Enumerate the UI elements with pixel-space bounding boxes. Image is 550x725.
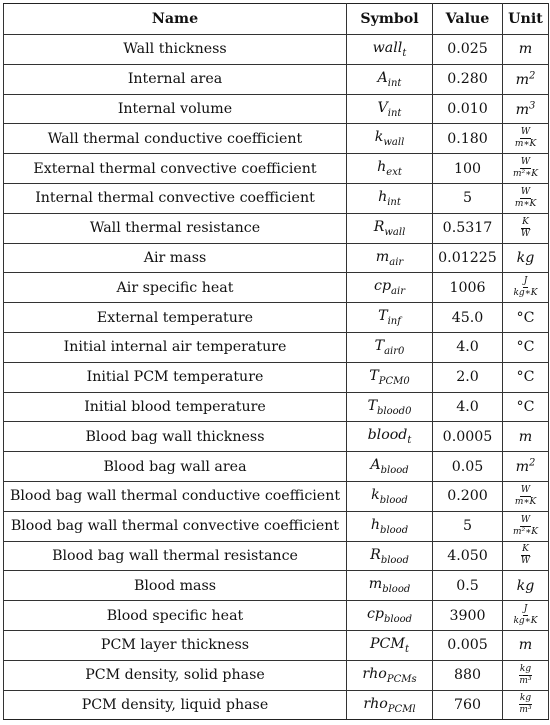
parameter-unit xyxy=(503,660,549,690)
symbol-subscript: t xyxy=(407,435,412,447)
symbol-text xyxy=(374,337,405,357)
parameter-symbol xyxy=(347,660,433,690)
symbol-subscript: blood0 xyxy=(377,405,412,417)
unit-text: m xyxy=(518,428,533,445)
parameters-table-container xyxy=(3,3,549,720)
parameter-unit xyxy=(503,452,549,482)
table-row xyxy=(4,303,549,333)
symbol-base: T xyxy=(374,337,385,354)
parameter-value: 760 xyxy=(433,690,503,720)
unit-fraction xyxy=(521,218,530,239)
symbol-base: T xyxy=(369,367,379,384)
table-row xyxy=(4,392,549,422)
parameter-name: Internal area xyxy=(4,64,347,94)
unit-text: kg xyxy=(516,249,535,266)
parameter-value: 0.05 xyxy=(433,452,503,482)
unit-fraction xyxy=(513,277,537,298)
parameter-name: Wall thermal resistance xyxy=(4,213,347,243)
header-name: Name xyxy=(4,4,347,35)
header-unit: Unit xyxy=(503,4,549,35)
unit-text xyxy=(516,72,536,88)
parameter-value: 2.0 xyxy=(433,362,503,392)
parameter-name: Blood bag wall thermal resistance xyxy=(4,541,347,571)
symbol-text xyxy=(370,635,409,655)
symbol-text xyxy=(367,397,412,417)
unit-fraction xyxy=(513,605,537,626)
symbol-base: A xyxy=(370,457,381,474)
symbol-base: cp xyxy=(366,606,384,623)
parameter-symbol xyxy=(347,64,433,94)
unit-exponent: 2 xyxy=(529,70,536,82)
symbol-text xyxy=(368,576,411,596)
symbol-base: k xyxy=(371,486,380,503)
symbol-subscript: wall xyxy=(383,137,405,149)
parameter-value: 880 xyxy=(433,660,503,690)
symbol-text xyxy=(370,546,409,566)
table-row xyxy=(4,64,549,94)
symbol-base: PCM xyxy=(370,635,405,652)
unit-text: kg xyxy=(516,577,535,594)
parameter-name: Air mass xyxy=(4,243,347,273)
table-row xyxy=(4,273,549,303)
parameter-name: Blood specific heat xyxy=(4,601,347,631)
parameter-symbol xyxy=(347,273,433,303)
symbol-subscript: PCMl xyxy=(387,703,416,715)
symbol-subscript: blood xyxy=(380,554,409,566)
parameter-name: Blood bag wall thickness xyxy=(4,422,347,452)
symbol-base: k xyxy=(374,129,384,146)
parameter-unit xyxy=(503,481,549,511)
parameter-value: 0.180 xyxy=(433,124,503,154)
parameter-unit xyxy=(503,94,549,124)
symbol-text xyxy=(370,457,409,476)
symbol-subscript: air0 xyxy=(384,345,405,357)
unit-exponent: 2 xyxy=(529,457,536,469)
parameter-value: 100 xyxy=(433,154,503,184)
unit-text: °C xyxy=(516,309,535,326)
symbol-base: rho xyxy=(362,665,387,682)
symbol-subscript: blood xyxy=(380,464,409,476)
unit-numerator: kg xyxy=(519,693,532,704)
parameter-symbol xyxy=(347,243,433,273)
parameter-symbol xyxy=(347,601,433,631)
symbol-subscript: t xyxy=(402,47,407,59)
parameter-name: Wall thickness xyxy=(4,35,347,65)
header-symbol: Symbol xyxy=(347,4,433,35)
parameter-name: Air specific heat xyxy=(4,273,347,303)
parameter-symbol xyxy=(347,571,433,601)
table-header-row xyxy=(4,4,549,35)
symbol-base: A xyxy=(377,69,388,86)
parameter-symbol xyxy=(347,362,433,392)
symbol-text xyxy=(377,99,402,119)
symbol-text xyxy=(369,367,410,387)
unit-fraction xyxy=(515,486,536,507)
parameter-name: PCM density, solid phase xyxy=(4,660,347,690)
table-row xyxy=(4,35,549,65)
symbol-base: T xyxy=(378,308,388,325)
unit-fraction xyxy=(513,516,538,537)
table-row xyxy=(4,362,549,392)
unit-fraction xyxy=(519,694,532,715)
table-body xyxy=(4,35,549,720)
parameter-unit xyxy=(503,35,549,65)
parameter-unit xyxy=(503,64,549,94)
table-row xyxy=(4,422,549,452)
parameter-name: PCM layer thickness xyxy=(4,630,347,660)
parameter-symbol xyxy=(347,94,433,124)
parameter-symbol xyxy=(347,124,433,154)
table-row xyxy=(4,154,549,184)
symbol-subscript: PCM0 xyxy=(378,375,410,387)
unit-numerator: W xyxy=(520,186,531,197)
parameter-unit xyxy=(503,392,549,422)
parameter-name: Blood bag wall area xyxy=(4,452,347,482)
symbol-base: R xyxy=(370,546,381,563)
symbol-text xyxy=(372,39,407,59)
symbol-text xyxy=(370,516,409,536)
symbol-subscript: blood xyxy=(379,494,408,506)
symbol-base: cp xyxy=(374,278,392,295)
symbol-subscript: wall xyxy=(384,226,406,238)
parameter-unit xyxy=(503,422,549,452)
parameter-value: 0.0005 xyxy=(433,422,503,452)
unit-text: °C xyxy=(516,398,535,415)
table-row xyxy=(4,332,549,362)
unit-numerator: W xyxy=(520,484,531,495)
unit-numerator: J xyxy=(523,276,528,287)
unit-denominator: kg∗K xyxy=(513,616,538,627)
table-row xyxy=(4,481,549,511)
unit-denominator: m³ xyxy=(519,705,532,716)
symbol-text xyxy=(377,159,402,178)
table-row xyxy=(4,571,549,601)
parameter-unit xyxy=(503,571,549,601)
symbol-text xyxy=(377,69,402,89)
parameter-value: 0.010 xyxy=(433,94,503,124)
parameter-symbol xyxy=(347,511,433,541)
parameter-symbol xyxy=(347,183,433,213)
symbol-text xyxy=(374,278,405,298)
parameter-value: 0.5317 xyxy=(433,213,503,243)
unit-numerator: J xyxy=(523,604,528,615)
parameter-name: Internal thermal convective coefficient xyxy=(4,183,347,213)
unit-base: m xyxy=(515,101,530,118)
parameter-unit xyxy=(503,124,549,154)
unit-text xyxy=(516,102,536,118)
unit-numerator: K xyxy=(522,544,529,555)
symbol-base: blood xyxy=(367,427,408,444)
table-row xyxy=(4,243,549,273)
parameter-unit xyxy=(503,541,549,571)
parameter-value: 4.0 xyxy=(433,392,503,422)
parameter-value: 3900 xyxy=(433,601,503,631)
parameter-name: Blood bag wall thermal convective coefficient xyxy=(4,511,347,541)
parameter-name: Initial PCM temperature xyxy=(4,362,347,392)
parameter-symbol xyxy=(347,332,433,362)
unit-fraction xyxy=(513,158,538,179)
table-row xyxy=(4,124,549,154)
symbol-subscript: int xyxy=(387,107,402,119)
symbol-base: m xyxy=(375,248,390,265)
unit-denominator: m²∗K xyxy=(513,169,538,180)
symbol-subscript: air xyxy=(389,256,404,268)
parameter-unit xyxy=(503,601,549,631)
parameter-symbol xyxy=(347,541,433,571)
unit-fraction xyxy=(515,128,536,149)
symbol-base: V xyxy=(377,99,388,116)
symbol-subscript: int xyxy=(387,77,402,89)
symbol-subscript: t xyxy=(404,643,409,655)
symbol-text xyxy=(373,218,406,238)
unit-text: m xyxy=(518,41,533,58)
unit-denominator: m²∗K xyxy=(513,526,538,537)
parameter-value: 5 xyxy=(433,183,503,213)
parameter-value: 0.200 xyxy=(433,481,503,511)
symbol-subscript: inf xyxy=(387,315,401,327)
symbol-text xyxy=(362,665,417,685)
unit-text: °C xyxy=(516,369,535,386)
unit-denominator: W xyxy=(520,228,531,239)
parameter-name: Blood bag wall thermal conductive coefficient xyxy=(4,481,347,511)
unit-fraction xyxy=(521,545,530,566)
table-row xyxy=(4,660,549,690)
parameter-symbol xyxy=(347,35,433,65)
parameter-unit xyxy=(503,332,549,362)
table-row xyxy=(4,630,549,660)
symbol-subscript: air xyxy=(391,286,405,298)
unit-denominator: m∗K xyxy=(514,139,537,150)
parameter-name: Wall thermal conductive coefficient xyxy=(4,124,347,154)
unit-fraction xyxy=(519,665,532,686)
unit-denominator: m∗K xyxy=(514,198,537,209)
symbol-base: m xyxy=(368,576,383,593)
symbol-subscript: int xyxy=(387,196,401,208)
symbol-text xyxy=(367,427,412,447)
parameter-value: 1006 xyxy=(433,273,503,303)
symbol-text xyxy=(371,486,408,506)
parameter-value: 45.0 xyxy=(433,303,503,333)
parameter-unit xyxy=(503,273,549,303)
unit-numerator: W xyxy=(520,157,531,168)
table-row xyxy=(4,452,549,482)
parameter-symbol xyxy=(347,452,433,482)
unit-base: m xyxy=(515,459,530,476)
table-row xyxy=(4,601,549,631)
symbol-base: wall xyxy=(372,39,403,56)
parameter-unit xyxy=(503,303,549,333)
parameter-unit xyxy=(503,213,549,243)
parameter-symbol xyxy=(347,630,433,660)
parameter-value: 0.280 xyxy=(433,64,503,94)
symbol-subscript: blood xyxy=(382,584,411,596)
parameter-unit xyxy=(503,690,549,720)
parameter-unit xyxy=(503,630,549,660)
table-row xyxy=(4,541,549,571)
parameter-symbol xyxy=(347,690,433,720)
symbol-base: T xyxy=(367,397,378,414)
unit-fraction xyxy=(515,188,536,209)
parameter-value: 0.005 xyxy=(433,630,503,660)
symbol-text xyxy=(363,695,416,715)
parameter-symbol xyxy=(347,213,433,243)
symbol-subscript: blood xyxy=(380,524,409,536)
parameter-value: 4.050 xyxy=(433,541,503,571)
parameter-value: 0.01225 xyxy=(433,243,503,273)
symbol-base: h xyxy=(370,516,381,533)
parameter-symbol xyxy=(347,392,433,422)
symbol-base: h xyxy=(378,188,388,205)
unit-numerator: W xyxy=(520,127,531,138)
parameters-table xyxy=(3,3,549,720)
unit-exponent: 3 xyxy=(529,100,536,112)
parameter-value: 0.5 xyxy=(433,571,503,601)
symbol-subscript: blood xyxy=(383,613,413,625)
parameter-unit xyxy=(503,154,549,184)
table-row xyxy=(4,183,549,213)
parameter-unit xyxy=(503,511,549,541)
symbol-base: R xyxy=(373,218,385,235)
unit-denominator: W xyxy=(520,556,531,567)
symbol-subscript: PCMs xyxy=(386,673,417,685)
parameter-value: 4.0 xyxy=(433,332,503,362)
parameter-symbol xyxy=(347,481,433,511)
symbol-base: rho xyxy=(363,695,388,712)
parameter-name: Initial internal air temperature xyxy=(4,332,347,362)
symbol-base: h xyxy=(377,159,387,176)
symbol-text xyxy=(366,606,413,625)
parameter-name: Internal volume xyxy=(4,94,347,124)
unit-text: °C xyxy=(516,339,535,356)
parameter-symbol xyxy=(347,303,433,333)
symbol-text xyxy=(375,248,404,268)
parameter-unit xyxy=(503,243,549,273)
unit-denominator: m³ xyxy=(519,675,532,686)
parameter-name: External temperature xyxy=(4,303,347,333)
parameter-value: 0.025 xyxy=(433,35,503,65)
unit-base: m xyxy=(515,72,530,89)
parameter-symbol xyxy=(347,422,433,452)
parameter-name: PCM density, liquid phase xyxy=(4,690,347,720)
parameter-name: Blood mass xyxy=(4,571,347,601)
unit-text xyxy=(516,459,536,475)
unit-text: m xyxy=(518,637,533,654)
parameter-symbol xyxy=(347,154,433,184)
parameter-name: External thermal convective coefficient xyxy=(4,154,347,184)
parameter-unit xyxy=(503,183,549,213)
parameter-name: Initial blood temperature xyxy=(4,392,347,422)
parameter-unit xyxy=(503,362,549,392)
parameter-value: 5 xyxy=(433,511,503,541)
unit-numerator: kg xyxy=(519,663,532,674)
unit-numerator: W xyxy=(520,514,531,525)
header-value: Value xyxy=(433,4,503,35)
symbol-text xyxy=(378,308,401,327)
symbol-text xyxy=(374,129,405,149)
table-row xyxy=(4,213,549,243)
symbol-text xyxy=(378,188,401,208)
symbol-subscript: ext xyxy=(386,167,402,178)
unit-numerator: K xyxy=(522,216,529,227)
table-row xyxy=(4,511,549,541)
unit-denominator: kg∗K xyxy=(513,288,538,299)
table-row xyxy=(4,690,549,720)
unit-denominator: m∗K xyxy=(514,496,537,507)
table-row xyxy=(4,94,549,124)
